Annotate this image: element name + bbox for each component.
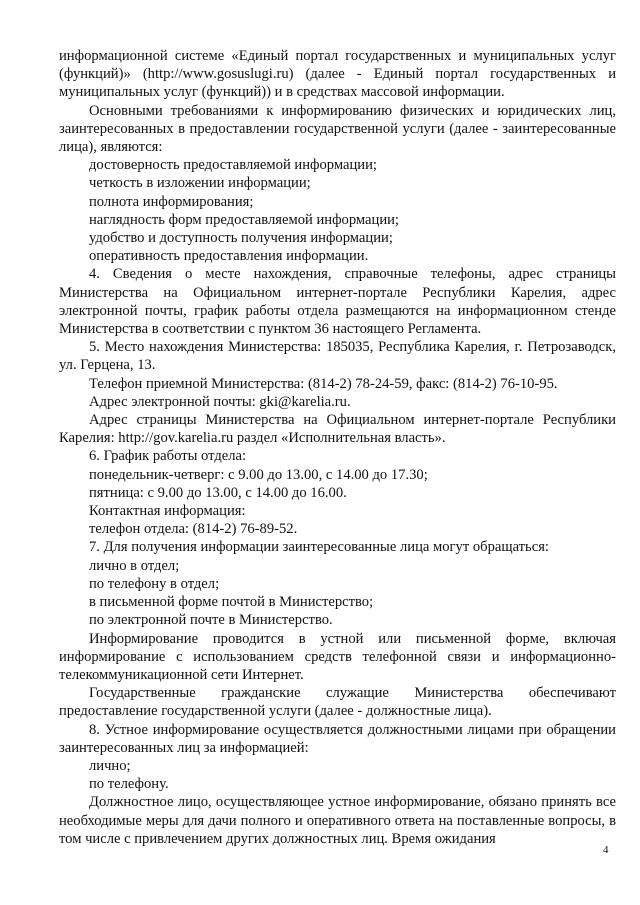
list-item: по телефону в отдел; bbox=[89, 575, 220, 592]
page-number: 4 bbox=[603, 844, 609, 856]
list-item: по электронной почте в Министерство. bbox=[89, 612, 333, 629]
list-item: лично; bbox=[89, 757, 131, 774]
paragraph: Основными требованиями к информированию физических и юридических лиц, заинтересованных в предоставлении государственной услуги (далее - заинтересованные лица), являются: bbox=[59, 102, 616, 156]
list-item: Адрес электронной почты: gki@karelia.ru. bbox=[89, 393, 351, 410]
paragraph: информационной системе «Единый портал государственных и муниципальных услуг (функций)» (http://www.gosuslugi.ru) (далее - Единый портал государственных и муниципальных услуг (функций)) и в средствах массовой информации. bbox=[59, 48, 616, 101]
list-item: Телефон приемной Министерства: (814-2) 78-24-59, факс: (814-2) 76-10-95. bbox=[89, 375, 558, 392]
paragraph: 8. Устное информирование осуществляется должностными лицами при обращении заинтересованных лиц за информацией: bbox=[59, 721, 616, 756]
list-item: лично в отдел; bbox=[89, 557, 180, 574]
paragraph: Должностное лицо, осуществляющее устное информирование, обязано принять все необходимые меры для дачи полного и оперативного ответа на поставленные вопросы, в том числе с привлечением других должностных лиц. Время ожидания bbox=[59, 794, 616, 847]
list-item: наглядность форм предоставляемой информации; bbox=[89, 211, 399, 228]
list-item: по телефону. bbox=[89, 776, 169, 793]
list-item: 7. Для получения информации заинтересованные лица могут обращаться: bbox=[89, 539, 549, 556]
list-item: оперативность предоставления информации. bbox=[89, 248, 369, 265]
paragraph: Государственные гражданские служащие Министерства обеспечивают предоставление государственной услуги (далее - должностные лица). bbox=[59, 685, 616, 720]
paragraph: 4. Сведения о месте нахождения, справочные телефоны, адрес страницы Министерства на Официальном интернет-портале Республики Карелия, адрес электронной почты, график работы отдела размещаются на информационном стенде Министерства в соответствии с пунктом 36 настоящего Регламента. bbox=[59, 266, 616, 338]
paragraph: Информирование проводится в устной или письменной форме, включая информирование с использованием средств телефонной связи и информационно-телекоммуникационной сети Интернет. bbox=[59, 630, 616, 683]
paragraph: Адрес страницы Министерства на Официальном интернет-портале Республики Карелия: http://gov.karelia.ru раздел «Исполнительная власть». bbox=[59, 412, 616, 447]
list-item: телефон отдела: (814-2) 76-89-52. bbox=[89, 521, 298, 538]
list-item: Контактная информация: bbox=[89, 503, 246, 520]
list-item: удобство и доступность получения информации; bbox=[89, 230, 393, 247]
list-item: 6. График работы отдела: bbox=[89, 448, 247, 465]
list-item: четкость в изложении информации; bbox=[89, 175, 311, 192]
list-item: в письменной форме почтой в Министерство; bbox=[89, 594, 374, 611]
list-item: полнота информирования; bbox=[89, 193, 254, 210]
document-body bbox=[59, 47, 616, 848]
list-item: понедельник-четверг: с 9.00 до 13.00, с 14.00 до 17.30; bbox=[89, 466, 428, 483]
paragraph: 5. Место нахождения Министерства: 185035, Республика Карелия, г. Петрозаводск, ул. Герцена, 13. bbox=[59, 339, 616, 374]
list-item: достоверность предоставляемой информации; bbox=[89, 157, 377, 174]
list-item: пятница: с 9.00 до 13.00, с 14.00 до 16.00. bbox=[89, 484, 347, 501]
